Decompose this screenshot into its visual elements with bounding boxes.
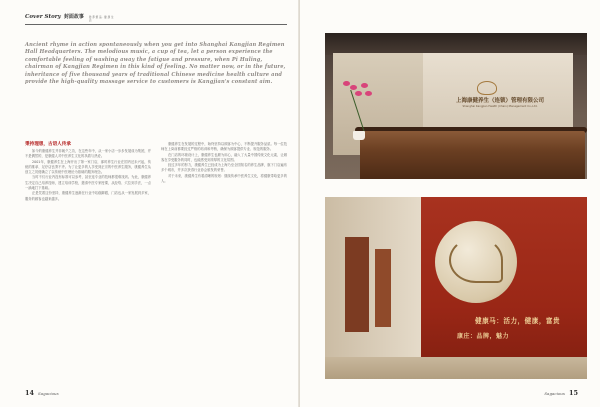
paragraph: 康健养生在发展的过程中，始终坚持以顾客为中心，不断提升服务品质。每一位技师在上岗前都要经过严格的培训和考核，确保为顾客提供专业、规范的服务。 [161,142,287,152]
reception-photo [325,33,587,179]
reception-desk [360,131,585,179]
section-title-en: Cover Story [25,14,61,20]
orchid-flower [355,91,362,96]
orchid-pot [353,131,365,140]
paragraph: 如今的康健养生并非朝夕之功，在这些年中，从一家小店一步步发展成为集团，并不是偶然的，是康健人对中医养生文化的执着与热爱。 [25,149,151,159]
left-column-2 [161,142,287,202]
page-number: 15 [568,389,578,397]
photo-door [345,237,369,332]
paragraph: 经过多年的努力，康健养生已经成为上海乃至全国知名的养生品牌，旗下门店遍布多个城市，并多次获得行业协会颁发的荣誉。 [161,163,287,173]
horse-outline-icon [449,237,503,283]
intro-paragraph: Ancient rhyme in action spontaneously when you get into Shanghai Kangjian Regimen Hall Headquarters. The melodious music, a cup of tea, let a person experience the comfortable feeling of washing away the fatigue and pressure, when Pi Huling, chairman of Kangjian Regimen in this kind of feeling. No matter now, or in the future, inheritance of five thousand years of traditional Chinese medicine health culture and provide the high-quality massage service to customers is Kangjian's constant aim. [25,42,286,86]
folio-left [25,389,59,397]
paragraph: 正是凭着这份坚持，康健养生逐渐在行业中站稳脚跟，门店也从一家发展到多家，服务的顾客也越来越多。 [25,191,151,201]
folio-right [544,389,578,397]
orchid-flower [361,83,368,88]
reception-sign-en: Shanghai Kangjian Health (Chain) Management Co.,Ltd. [462,104,538,108]
company-logo-icon [477,81,497,95]
lobby-photo [325,197,587,379]
orchid-flower [343,81,350,86]
paragraph: 在门店的环境设计上，康健养生也颇为用心，融入了大量中国传统文化元素，让顾客在享受服务的同时，也能感受到浓厚的文化氛围。 [161,152,287,162]
magazine-name: Sagacious [544,391,565,396]
orchid-plant [337,79,377,139]
column-heading: 秉持理想，古语人传承 [25,142,71,147]
photo-ceiling [325,33,587,55]
paragraph: 对于未来，康健养生有着清晰的规划：继续传承中医养生文化，将健康带给更多的人。 [161,173,287,184]
reception-sign-cn: 上海康健养生（连锁）管理有限公司 [455,98,544,104]
page-number: 14 [25,389,35,397]
photo-door [375,249,391,327]
section-title-cn: 封面故事 [63,14,84,20]
section-header [25,13,115,22]
photo-floor [325,357,587,379]
orchid-flower [350,85,357,90]
paragraph: 2001年，康健养生在上海开出了第一家门店，那时养生行业在国内还未兴起，传统的推拿、足疗店良莠不齐。为了让更多的人享受到正宗的中医养生服务，康健养生从创立之初便确立了以传统中医理论为基础的服务理念。 [25,159,151,175]
header-rule [25,24,287,25]
left-text-columns [25,142,287,202]
right-page [300,0,600,407]
section-subtitle: 珍 养 源 品 · 健 康 生 活 [88,16,114,22]
orchid-flower [365,91,372,96]
left-column-1 [25,142,151,202]
paragraph: 当时不仅行业内没有标准可以参考，甚至连专业的技师都很难找到。为此，康健养生决定自己培养技师，建立培训学校，邀请中医专家授课，从经络、穴位到手法，一点一滴地打下基础。 [25,175,151,191]
wall-slogan-2: 康庄：品牌，魅力 [457,333,510,340]
magazine-name: Sagacious [38,391,59,396]
wall-slogan-1: 健康马：活力，健康，富贵 [475,317,561,325]
